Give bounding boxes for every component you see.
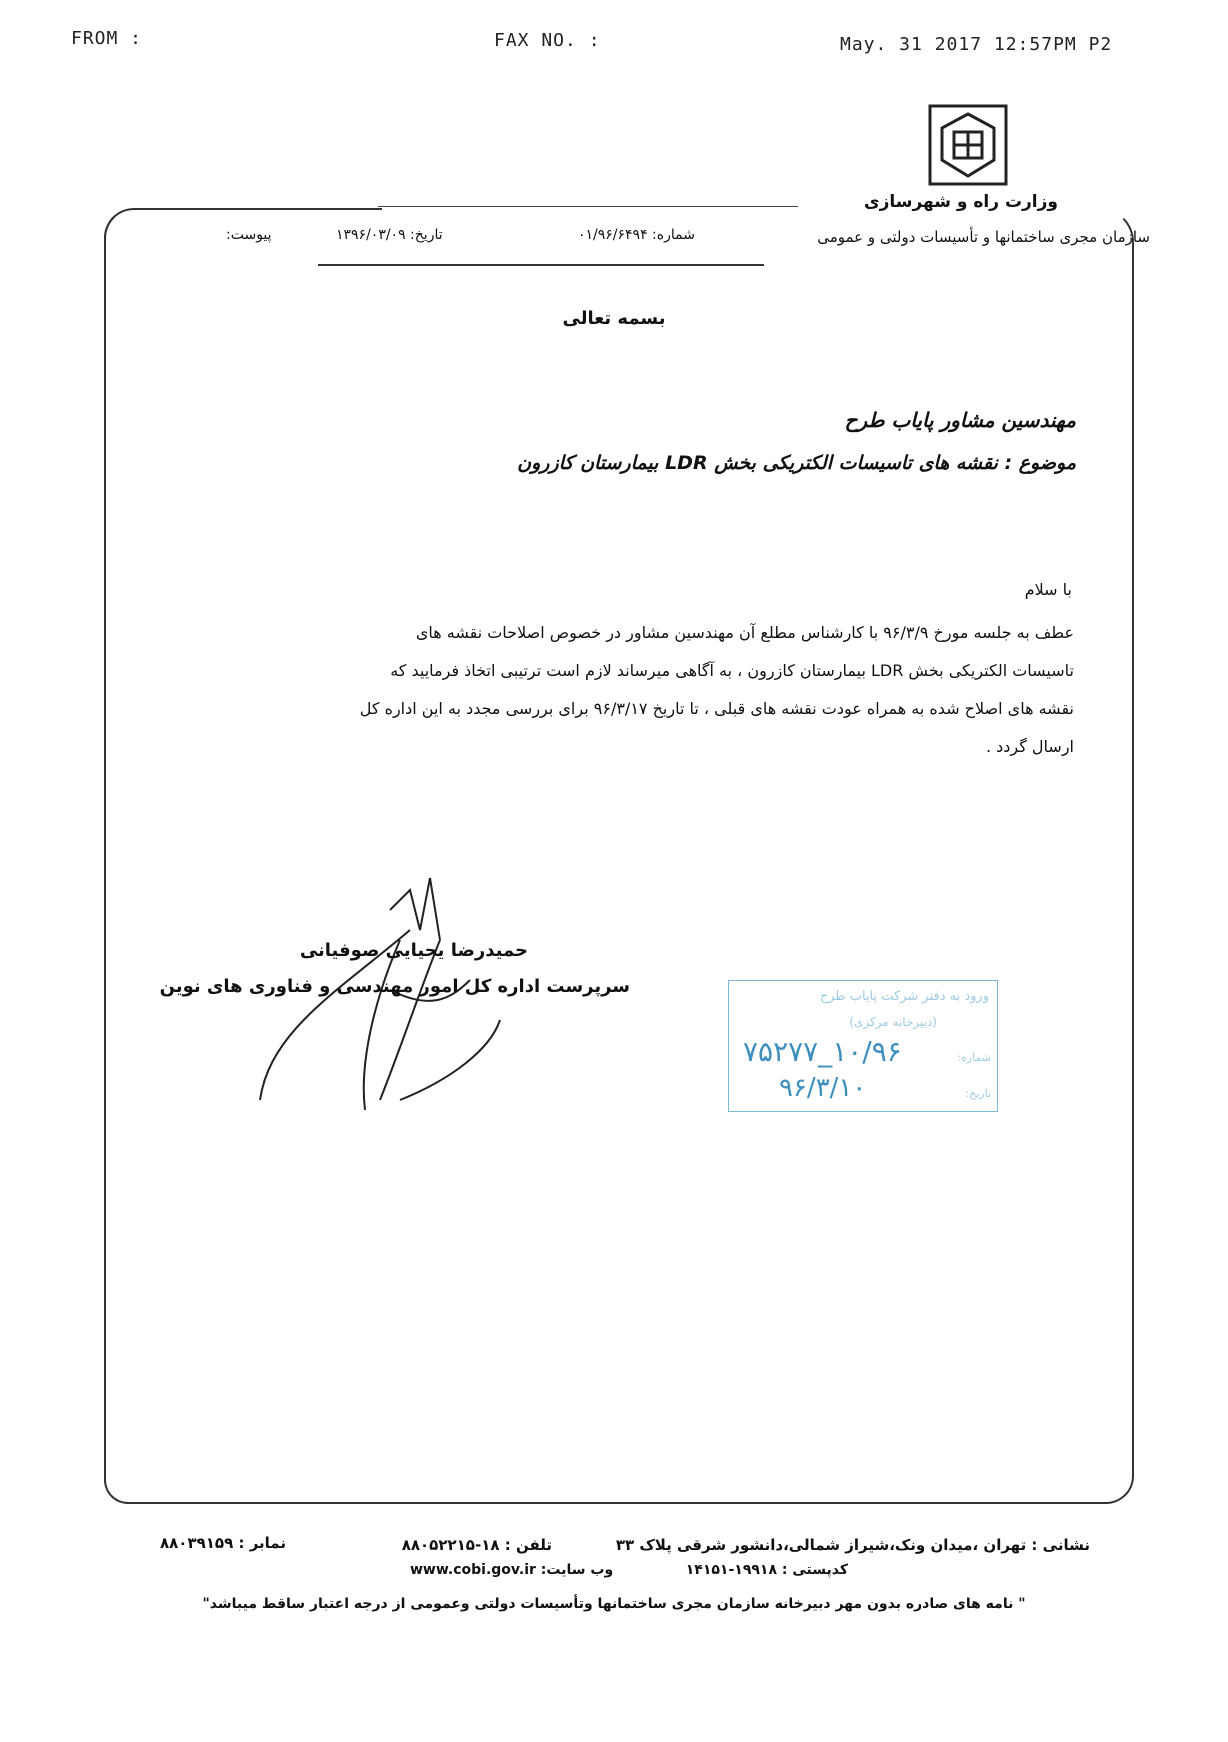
received-stamp <box>728 980 998 1112</box>
signatory-title: سرپرست اداره کل امور مهندسی و فناوری های نوین <box>159 976 630 997</box>
recipient: مهندسین مشاور پایاب طرح <box>844 408 1076 432</box>
stamp-subtitle: (دبیرخانه مرکزی) <box>849 1015 937 1029</box>
letterhead-divider <box>378 206 798 207</box>
bismillah-heading: بسمه تعالی <box>562 308 666 329</box>
footer-website: وب سایت: www.cobi.gov.ir <box>410 1562 614 1578</box>
stamp-date-label: تاریخ: <box>965 1087 991 1100</box>
meta-underline <box>318 264 764 266</box>
footer-phone: تلفن : ۱۸-۸۸۰۵۲۲۱۵ <box>401 1536 552 1554</box>
letter-date: تاریخ: ۱۳۹۶/۰۳/۰۹ <box>336 227 443 243</box>
footer-disclaimer: " نامه های صادره بدون مهر دبیرخانه سازمان مجری ساختمانها وتأسیسات دولتی وعمومی از درجه اعتبار ساقط میباشد" <box>202 1596 1026 1612</box>
body-line: نقشه های اصلاح شده به همراه عودت نقشه های قبلی ، تا تاریخ ۹۶/۳/۱۷ برای بررسی مجدد به این اداره کل <box>359 699 1074 718</box>
salutation: با سلام <box>1024 580 1072 599</box>
subject-line: موضوع : نقشه های تاسیسات الکتریکی بخش LDR بیمارستان کازرون <box>517 452 1076 474</box>
letter-body <box>184 614 1074 766</box>
stamp-number-label: شماره: <box>957 1051 991 1064</box>
footer-fax: نمابر : ۸۸۰۳۹۱۵۹ <box>160 1534 286 1552</box>
organization-name: سازمان مجری ساختمانها و تأسیسات دولتی و عمومی <box>817 228 1150 246</box>
signatory-name: حمیدرضا یحیایی صوفیانی <box>299 940 528 961</box>
footer-address: نشانی : تهران ،میدان ونک،شیراز شمالی،دانشور شرقی پلاک ۳۳ <box>615 1536 1090 1554</box>
fax-from-label: FROM : <box>71 28 143 49</box>
footer-postal-code: کدپستی : ۱۹۹۱۸-۱۴۱۵۱ <box>685 1562 848 1578</box>
letter-number: شماره: ۰۱/۹۶/۶۴۹۴ <box>578 227 695 243</box>
body-line: عطف به جلسه مورخ ۹۶/۳/۹ با کارشناس مطلع آن مهندسین مشاور در خصوص اصلاحات نقشه های <box>415 623 1074 642</box>
attachment-label: پیوست: <box>226 227 272 243</box>
ministry-name: وزارت راه و شهرسازی <box>863 192 1058 212</box>
stamp-title: ورود به دفتر شرکت پایاب طرح <box>819 989 989 1004</box>
body-line: تاسیسات الکتریکی بخش LDR بیمارستان کازرون ، به آگاهی میرساند لازم است ترتیبی اتخاذ فرمایید که <box>390 661 1074 680</box>
stamp-number: ۱۰/۹۶_۷۵۲۷۷ <box>743 1035 902 1068</box>
body-line: ارسال گردد . <box>985 737 1074 756</box>
fax-number-label: FAX NO. : <box>494 30 601 51</box>
fax-datetime: May. 31 2017 12:57PM P2 <box>840 34 1113 55</box>
letter-frame <box>104 208 1134 1504</box>
stamp-date: ۹۶/۳/۱۰ <box>779 1073 867 1103</box>
ministry-logo-icon <box>928 104 1008 186</box>
